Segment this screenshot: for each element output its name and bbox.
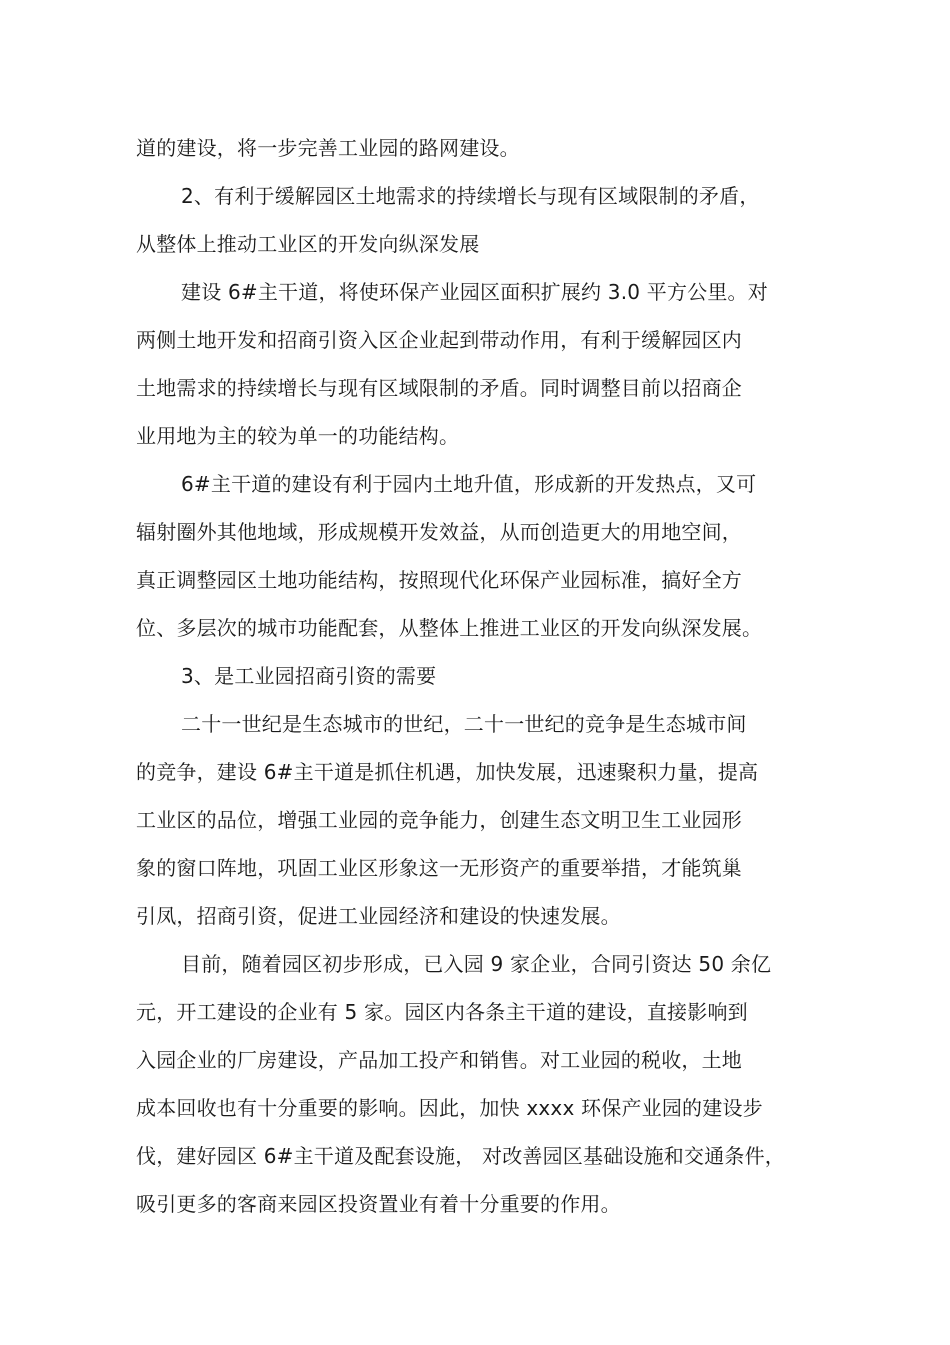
text-line: 成本回收也有十分重要的影响。因此，加快 xxxx 环保产业园的建设步 — [136, 1096, 763, 1120]
text-line: 元，开工建设的企业有 5 家。园区内各条主干道的建设，直接影响到 — [136, 1000, 748, 1024]
text-line: 入园企业的厂房建设，产品加工投产和销售。对工业园的税收，土地 — [136, 1048, 742, 1072]
text-line: 位、多层次的城市功能配套，从整体上推进工业区的开发向纵深发展。 — [136, 616, 763, 640]
text-line: 引凤，招商引资，促进工业园经济和建设的快速发展。 — [136, 904, 621, 928]
section-heading: 3、是工业园招商引资的需要 — [181, 664, 437, 688]
text-line: 吸引更多的客商来园区投资置业有着十分重要的作用。 — [136, 1192, 621, 1216]
text-line: 从整体上推动工业区的开发向纵深发展 — [136, 232, 480, 256]
text-line: 辐射圈外其他地域，形成规模开发效益，从而创造更大的用地空间， — [136, 520, 742, 544]
text-line: 象的窗口阵地，巩固工业区形象这一无形资产的重要举措，才能筑巢 — [136, 856, 742, 880]
text-line: 目前，随着园区初步形成，已入园 9 家企业，合同引资达 50 余亿 — [181, 952, 772, 976]
text-line: 二十一世纪是生态城市的世纪，二十一世纪的竞争是生态城市间 — [181, 712, 747, 736]
text-line: 的竞争，建设 6#主干道是抓住机遇，加快发展，迅速聚积力量，提高 — [136, 760, 759, 784]
text-line: 工业区的品位，增强工业园的竞争能力，创建生态文明卫生工业园形 — [136, 808, 742, 832]
section-heading: 2、有利于缓解园区土地需求的持续增长与现有区域限制的矛盾， — [181, 184, 760, 208]
text-line: 6#主干道的建设有利于园内土地升值，形成新的开发热点，又可 — [181, 472, 757, 496]
text-line: 业用地为主的较为单一的功能结构。 — [136, 424, 460, 448]
text-line: 建设 6#主干道，将使环保产业园区面积扩展约 3.0 平方公里。对 — [181, 280, 768, 304]
text-line: 伐，建好园区 6#主干道及配套设施， 对改善园区基础设施和交通条件， — [136, 1144, 785, 1168]
text-line: 真正调整园区土地功能结构，按照现代化环保产业园标准，搞好全方 — [136, 568, 742, 592]
text-line: 道的建设，将一步完善工业园的路网建设。 — [136, 136, 520, 160]
text-line: 土地需求的持续增长与现有区域限制的矛盾。同时调整目前以招商企 — [136, 376, 742, 400]
text-line: 两侧土地开发和招商引资入区企业起到带动作用，有利于缓解园区内 — [136, 328, 742, 352]
